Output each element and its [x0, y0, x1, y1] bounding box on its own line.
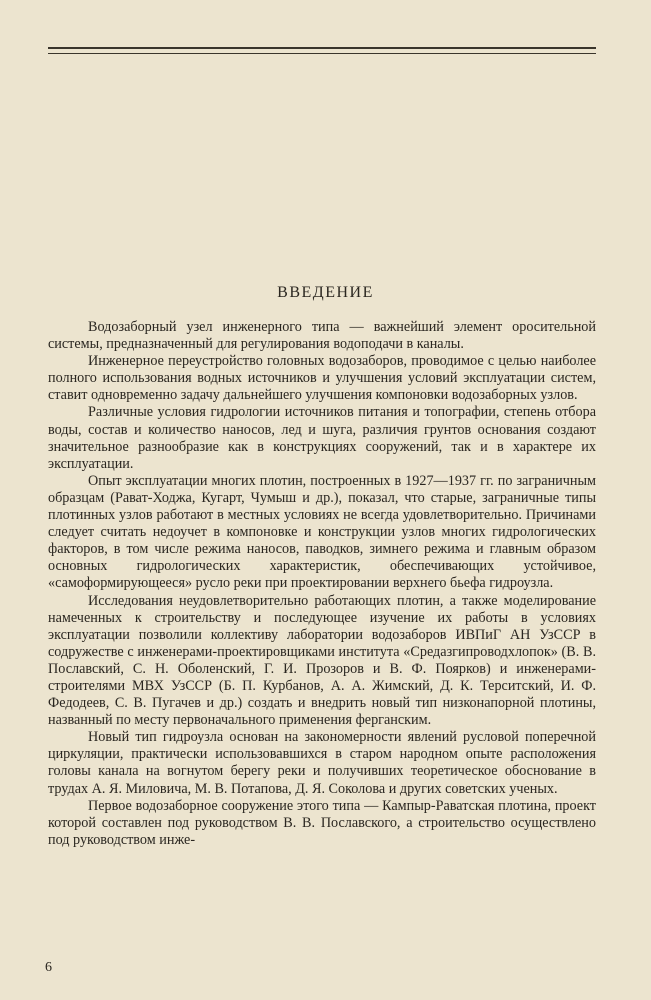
paragraph: Опыт эксплуатации многих плотин, построенных в 1927—1937 гг. по заграничным образцам (Рават-Ходжа, Кугарт, Чумыш и др.), показал, что старые, заграничные типы плотинных узлов работают в местных условиях не всегда удовлетворительно. Причинами следует считать недоучет в компоновке и конструкции узлов многих гидрологических факторов, в том числе режима наносов, паводков, зимнего режима и главным образом основных гидрологических характеристик, обеспечивающих устойчивое, «самоформирующееся» русло реки при проектировании верхнего бьефа гидроузла. — [48, 472, 596, 592]
paragraph: Первое водозаборное сооружение этого типа — Кампыр-Раватская плотина, проект которой составлен под руководством В. В. Пославского, а строительство осуществлено под руководством инже- — [48, 797, 596, 848]
top-rule-thick — [48, 47, 596, 49]
top-rule-thin — [48, 53, 596, 54]
paragraph: Новый тип гидроузла основан на закономерности явлений русловой поперечной циркуляции, практически использовавшихся в старом народном опыте расположения головы канала на вогнутом берегу реки и получивших теоретическое обоснование в трудах А. Я. Миловича, М. В. Потапова, Д. Я. Соколова и других советских ученых. — [48, 729, 596, 797]
paragraph: Исследования неудовлетворительно работающих плотин, а также моделирование намеченных к строительству и последующее изучение их работы в условиях эксплуатации позволили коллективу лаборатории водозаборов ИВПиГ АН УзССР в содружестве с инженерами-проектировщиками института «Средазгипроводхлопок» (В. В. Пославский, С. Н. Оболенский, Г. И. Прозоров и В. Ф. Поярков) и инженерами-строителями МВХ УзССР (Б. П. Курбанов, А. А. Жимский, Д. К. Терситский, И. Ф. Федодеев, С. В. Пугачев и др.) создать и внедрить новый тип низконапорной плотины, названный по месту первоначального применения ферганским. — [48, 592, 596, 729]
paragraph: Инженерное переустройство головных водозаборов, проводимое с целью наиболее полного использования водных источников и улучшения условий эксплуатации систем, ставит одновременно задачу дальнейшего улучшения компоновки водозаборных узлов. — [48, 353, 596, 404]
paragraph: Различные условия гидрологии источников питания и топографии, степень отбора воды, состав и количество наносов, лед и шуга, различия грунтов основания создают значительное разнообразие как в конструкциях сооружений, так и в характере их эксплуатации. — [48, 404, 596, 472]
section-heading: ВВЕДЕНИЕ — [277, 284, 374, 301]
paragraph: Водозаборный узел инженерного типа — важнейший элемент оросительной системы, предназначенный для регулирования водоподачи в каналы. — [48, 319, 596, 353]
body-text — [48, 319, 596, 849]
page-number: 6 — [45, 960, 52, 975]
